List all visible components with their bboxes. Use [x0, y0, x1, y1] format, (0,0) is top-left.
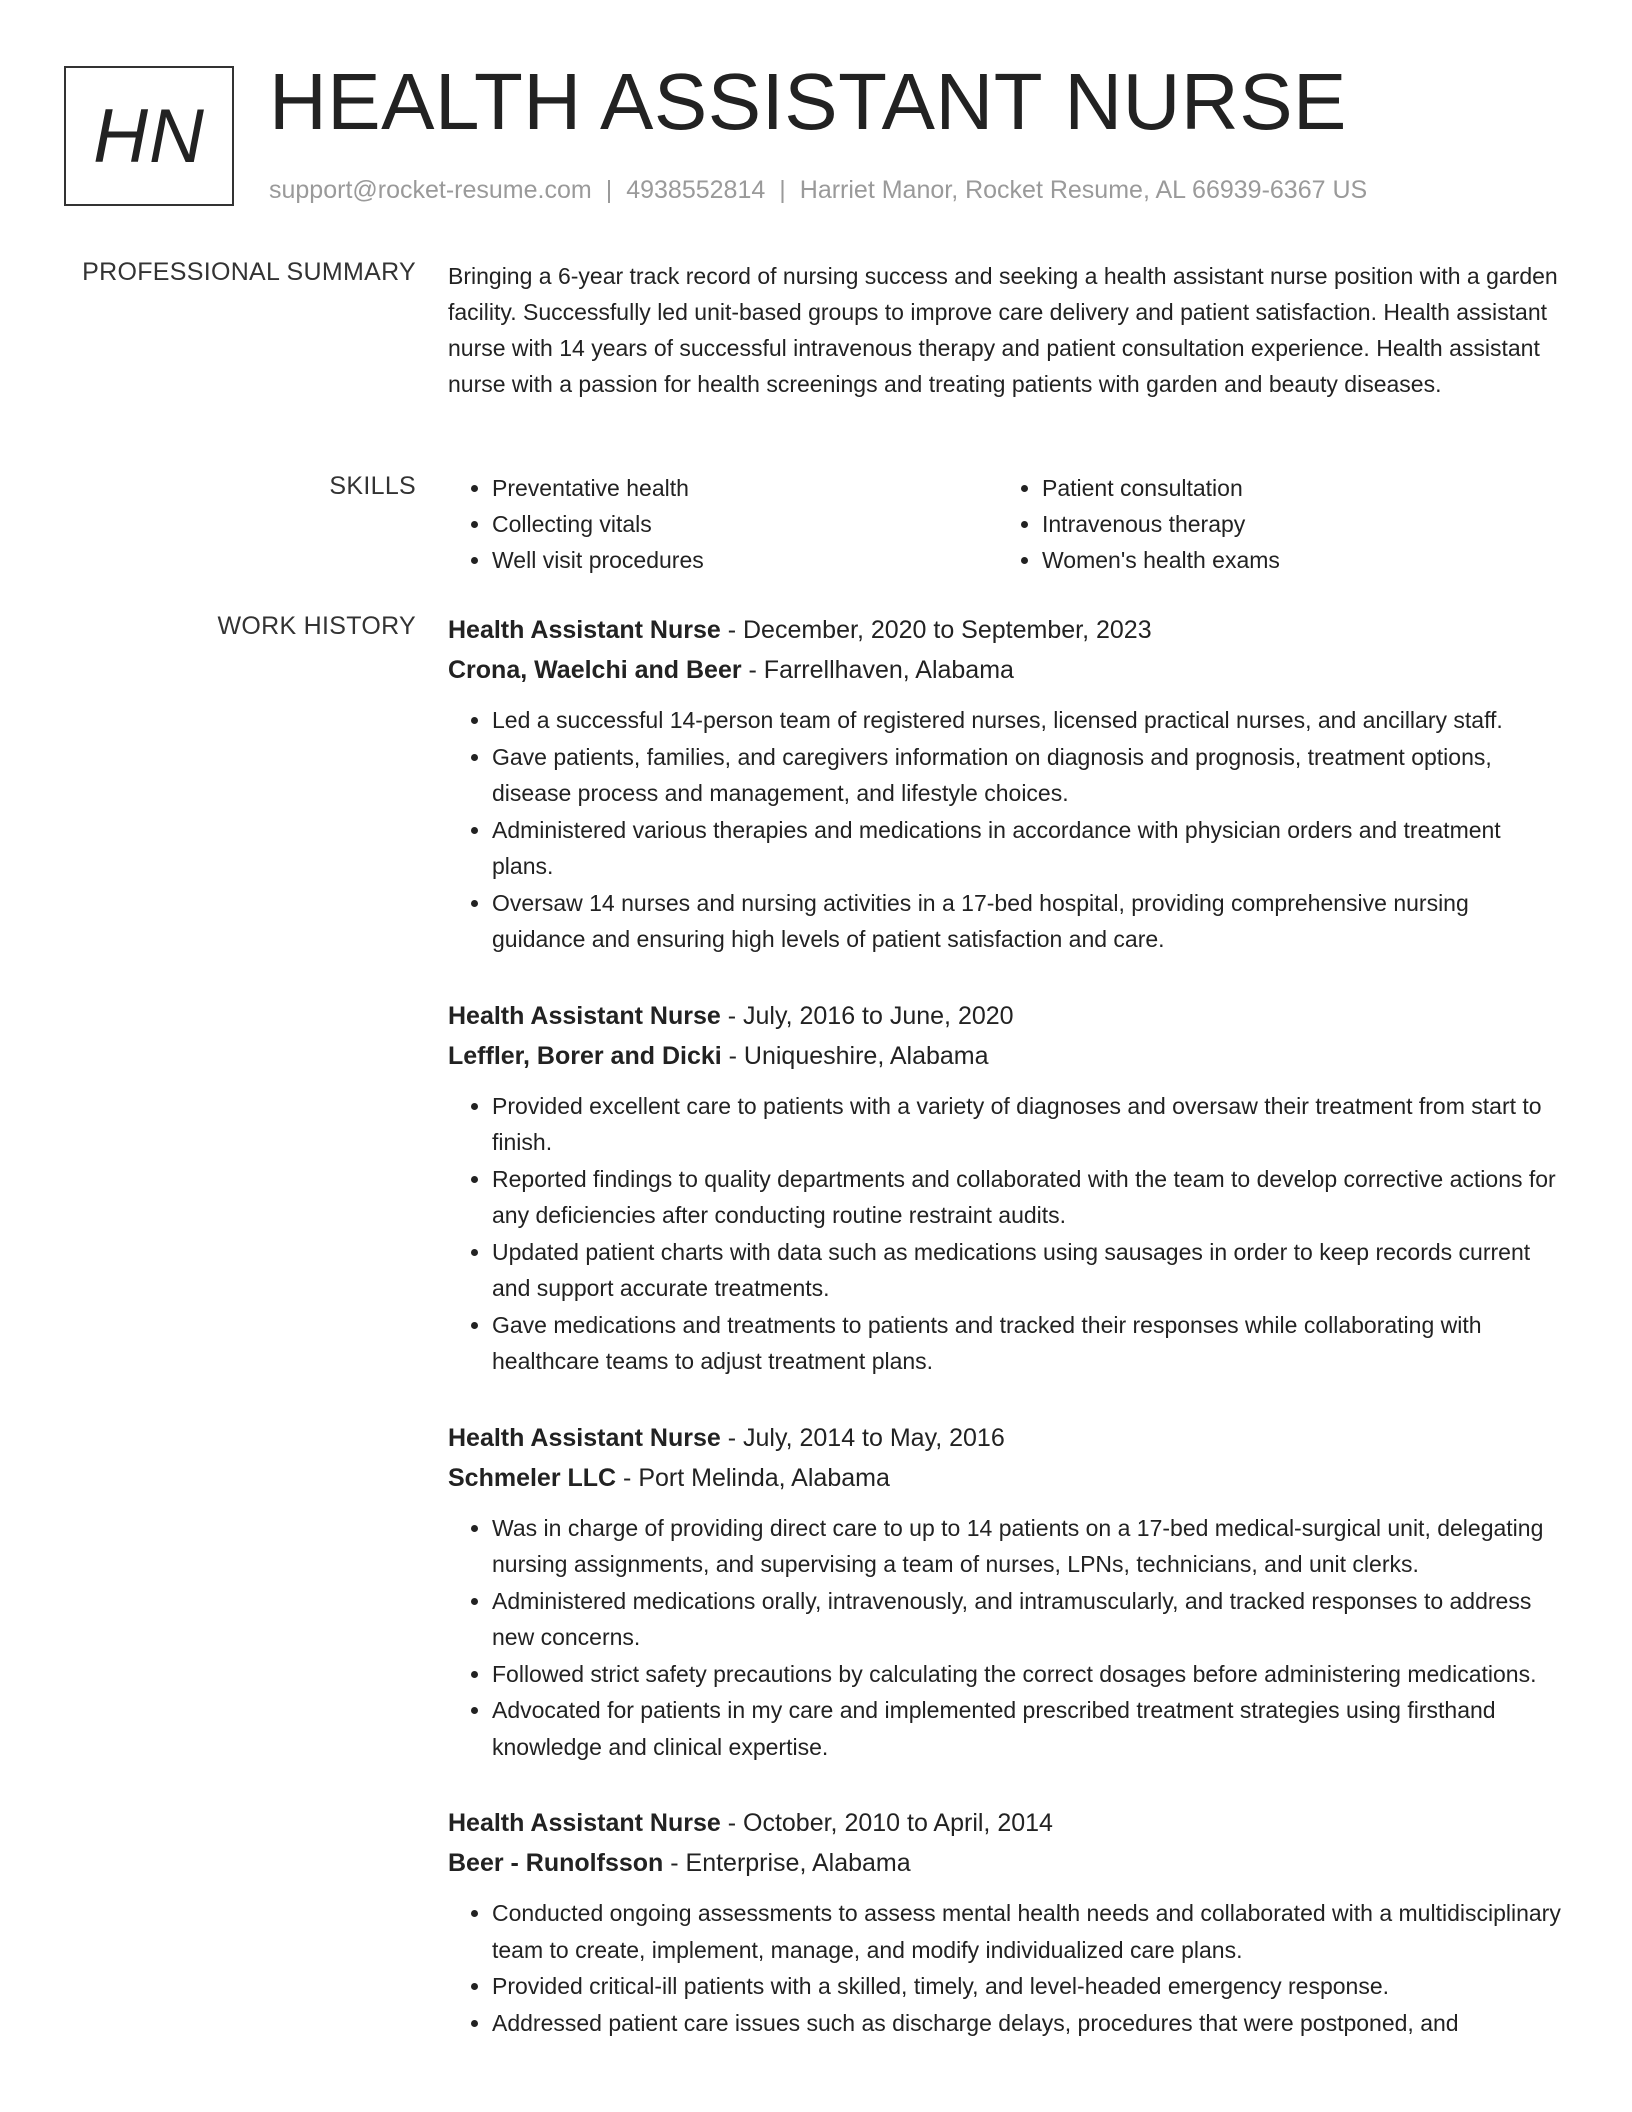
monogram-initials: HN — [93, 93, 205, 179]
contact-line — [269, 176, 1367, 205]
job-bullets — [448, 1088, 1566, 1380]
job-bullet: • Was in charge of providing direct care to up to 14 patients on a 17-bed medical-surgical unit, delegating nursing assignments, and supervising a team of nurses, LPNs, technicians, and unit clerks. — [492, 1510, 1566, 1583]
job-company: Crona, Waelchi and Beer — [448, 656, 742, 684]
job-title: Health Assistant Nurse — [448, 1001, 721, 1030]
job-company: Schmeler LLC — [448, 1463, 617, 1492]
job-bullet: • Updated patient charts with data such as medications using sausages in order to keep records current and support accurate treatments. — [492, 1234, 1566, 1307]
job-bullet: • Followed strict safety precautions by calculating the correct dosages before administering medications. — [492, 1656, 1566, 1693]
skill-item: • Preventative health — [492, 470, 998, 506]
job-dates: - December, 2020 to September, 2023 — [720, 616, 1152, 644]
job-bullet: • Conducted ongoing assessments to assess mental health needs and collaborated with a multidisciplinary team to create, implement, manage, and modify individualized care plans. — [492, 1895, 1566, 1968]
skill-item: • Collecting vitals — [492, 506, 998, 542]
summary-text: Bringing a 6-year track record of nursing success and seeking a health assistant nurse position with a garden facility. Successfully led unit-based groups to improve care delivery and patient satisfaction. Health assistant nurse with 14 years of successful intravenous therapy and patient consultation experience. Health assistant nurse with a passion for health screenings and treating patients with garden and beauty diseases. — [448, 263, 1558, 397]
skills-list-left — [448, 470, 998, 578]
skill-item: • Women's health exams — [1042, 542, 1548, 578]
contact-address: Harriet Manor, Rocket Resume, AL 66939-6367 US — [799, 176, 1368, 204]
job-bullet: • Gave medications and treatments to patients and tracked their responses while collaborating with healthcare teams to adjust treatment plans. — [492, 1307, 1566, 1380]
job-bullet: • Gave patients, families, and caregivers information on diagnosis and prognosis, treatment options, disease process and management, and lifestyle choices. — [492, 739, 1566, 812]
job-title-line — [448, 610, 1566, 650]
skill-item: • Intravenous therapy — [1042, 506, 1548, 542]
job-entry — [448, 996, 1566, 1380]
job-bullets — [448, 1895, 1566, 2041]
job-bullet: • Led a successful 14-person team of registered nurses, licensed practical nurses, and ancillary staff. — [492, 702, 1566, 739]
job-dates: - July, 2016 to June, 2020 — [720, 1001, 1014, 1030]
job-dates: - July, 2014 to May, 2016 — [720, 1423, 1005, 1452]
skills-heading: SKILLS — [329, 472, 416, 500]
monogram-box — [64, 66, 234, 206]
contact-separator: | — [779, 176, 786, 204]
job-company: Leffler, Borer and Dicki — [448, 1041, 722, 1070]
job-bullet: • Provided critical-ill patients with a skilled, timely, and level-headed emergency response. — [492, 1968, 1566, 2005]
job-bullet: • Reported findings to quality departments and collaborated with the team to develop corrective actions for any deficiencies after conducting routine restraint audits. — [492, 1161, 1566, 1234]
job-bullet: • Addressed patient care issues such as discharge delays, procedures that were postponed, and — [492, 2005, 1566, 2042]
skills-list-right — [998, 470, 1548, 578]
job-bullet: • Oversaw 14 nurses and nursing activities in a 17-bed hospital, providing comprehensive nursing guidance and ensuring high levels of patient satisfaction and care. — [492, 885, 1566, 958]
job-bullet: • Provided excellent care to patients with a variety of diagnoses and oversaw their treatment from start to finish. — [492, 1088, 1566, 1161]
skill-item: • Patient consultation — [1042, 470, 1548, 506]
job-company-line — [448, 1843, 1566, 1883]
job-location: - Enterprise, Alabama — [663, 1849, 911, 1877]
job-location: - Farrellhaven, Alabama — [741, 656, 1014, 684]
job-bullet: • Advocated for patients in my care and implemented prescribed treatment strategies using firsthand knowledge and clinical expertise. — [492, 1692, 1566, 1765]
contact-email[interactable]: support@rocket-resume.com — [269, 176, 592, 204]
job-title: Health Assistant Nurse — [448, 616, 721, 644]
job-entry — [448, 610, 1566, 958]
job-bullet: • Administered medications orally, intravenously, and intramuscularly, and tracked responses to address new concerns. — [492, 1583, 1566, 1656]
job-company-line — [448, 650, 1566, 690]
job-bullets — [448, 1510, 1566, 1766]
contact-separator: | — [605, 176, 613, 204]
job-title: Health Assistant Nurse — [448, 1423, 721, 1452]
job-location: - Uniqueshire, Alabama — [721, 1041, 989, 1070]
summary-heading: PROFESSIONAL SUMMARY — [82, 258, 416, 286]
contact-phone[interactable]: 4938552814 — [626, 176, 766, 204]
job-title-line — [448, 1803, 1566, 1843]
job-entry — [448, 1803, 1566, 2041]
job-company: Beer - Runolfsson — [448, 1849, 664, 1877]
work-history-heading: WORK HISTORY — [217, 612, 416, 640]
job-title-line — [448, 1418, 1566, 1458]
job-title: Health Assistant Nurse — [448, 1809, 721, 1837]
resume-title: HEALTH ASSISTANT NURSE — [269, 57, 1347, 146]
job-company-line — [448, 1036, 1566, 1076]
job-location: - Port Melinda, Alabama — [616, 1463, 890, 1492]
job-bullet: • Administered various therapies and medications in accordance with physician orders and treatment plans. — [492, 812, 1566, 885]
job-title-line — [448, 996, 1566, 1036]
job-dates: - October, 2010 to April, 2014 — [720, 1809, 1053, 1837]
skill-item: • Well visit procedures — [492, 542, 998, 578]
job-bullets — [448, 702, 1566, 958]
job-company-line — [448, 1458, 1566, 1498]
job-entry — [448, 1418, 1566, 1766]
